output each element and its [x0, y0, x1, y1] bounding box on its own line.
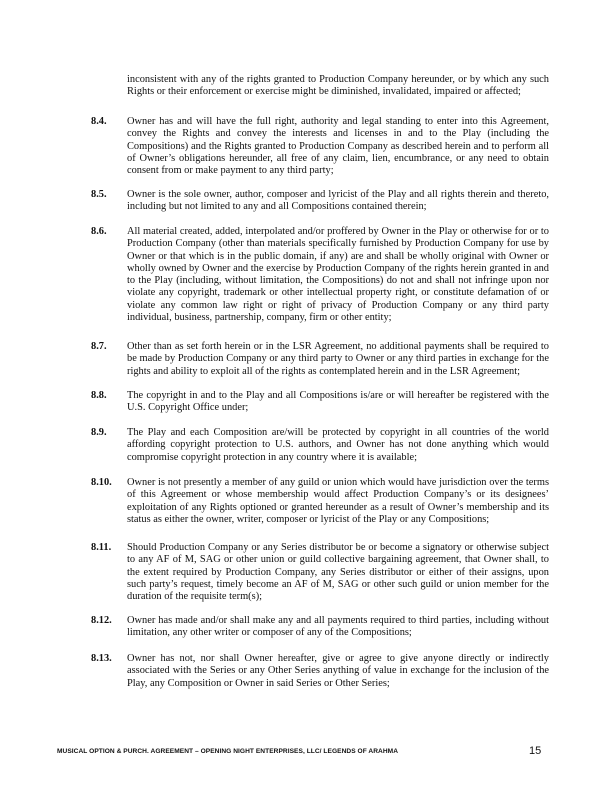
clause-number: 8.4. — [91, 116, 107, 127]
clause-number: 8.6. — [91, 226, 107, 237]
clause-text: The copyright in and to the Play and all Compositions is/are or will hereafter be registered with the U.S. Copyright Office under; — [127, 390, 549, 414]
clause-text: Other than as set forth herein or in the LSR Agreement, no additional payments shall be required to be made by Production Company or any third party to Owner or any third parties in exchange for the rights and ability to exploit all of the rights as contemplated herein and in the LSR Agreement; — [127, 341, 549, 377]
clause-text: Owner has and will have the full right, authority and legal standing to enter into this Agreement, convey the Rights and convey the interests and licenses in and to the Play (including the Compositions) and the Rights granted to Production Company as described herein and to perform all of Owner’s obligations hereunder, all free of any claim, lien, encumbrance, or any need to obtain consent from or make payment to any third party; — [127, 116, 549, 177]
clause-number: 8.7. — [91, 341, 107, 352]
clause-number: 8.13. — [91, 653, 112, 664]
clause-text: Owner is not presently a member of any guild or union which would have jurisdiction over the terms of this Agreement or whose membership would affect Production Company’s or its designees’ exploitation of any Rights optioned or granted hereunder as a result of Owner’s membership and its status as either the owner, writer, composer or lyricist of the Play or any Compositions; — [127, 477, 549, 525]
clause-number: 8.8. — [91, 390, 107, 401]
clause-number: 8.9. — [91, 427, 107, 438]
clause-text: Owner has not, nor shall Owner hereafter, give or agree to give anyone directly or indirectly associated with the Series or any Other Series anything of value in exchange for the inclusion of the Play, any Composition or Owner in said Series or Other Series; — [127, 653, 549, 689]
clause-text: All material created, added, interpolated and/or proffered by Owner in the Play or otherwise for or to Production Company (other than materials specifically furnished by Production Company for use by Owner or that which is in the public domain, if any) are and shall be wholly original with Owner or wholly owned by Owner and the exercise by Production Company of the rights herein granted in and to the Play (including, without limitation, the Compositions) do not and shall not infringe upon nor violate any copyright, trademark or other intellectual property right, or constitute defamation of or violate any common law right or right of privacy of Production Company or any third party individual, business, partnership, company, firm or other entity; — [127, 226, 549, 324]
footer-title: MUSICAL OPTION & PURCH. AGREEMENT – OPENING NIGHT ENTERPRISES, LLC/ LEGENDS OF ARAHMA — [57, 748, 399, 755]
clause-number: 8.5. — [91, 189, 107, 200]
clause-text: Owner is the sole owner, author, composer and lyricist of the Play and all rights therein and thereto, including but not limited to any and all Compositions contained therein; — [127, 189, 549, 213]
clause-text: Owner has made and/or shall make any and all payments required to third parties, including without limitation, any other writer or composer of any of the Compositions; — [127, 615, 549, 639]
clause-number: 8.11. — [91, 542, 112, 553]
clause-text: Should Production Company or any Series distributor be or become a signatory or otherwise subject to any AF of M, SAG or other union or guild collective bargaining agreement, that Owner shall, to the extent required by Production Company, any Series distributor or either of their assigns, upon such party’s request, timely become an AF of M, SAG or other such guild or union member for the duration of the requisite term(s); — [127, 542, 549, 603]
clause-number: 8.12. — [91, 615, 112, 626]
page-number: 15 — [529, 745, 542, 757]
paragraph-text: inconsistent with any of the rights granted to Production Company hereunder, or by which any such Rights or their enforcement or exercise might be diminished, invalidated, impaired or affected; — [127, 74, 549, 98]
clause-text: The Play and each Composition are/will be protected by copyright in all countries of the world affording copyright protection to U.S. authors, and Owner has not done anything which would compromise copyright protection in any country where it is available; — [127, 427, 549, 463]
clause-number: 8.10. — [91, 477, 112, 488]
